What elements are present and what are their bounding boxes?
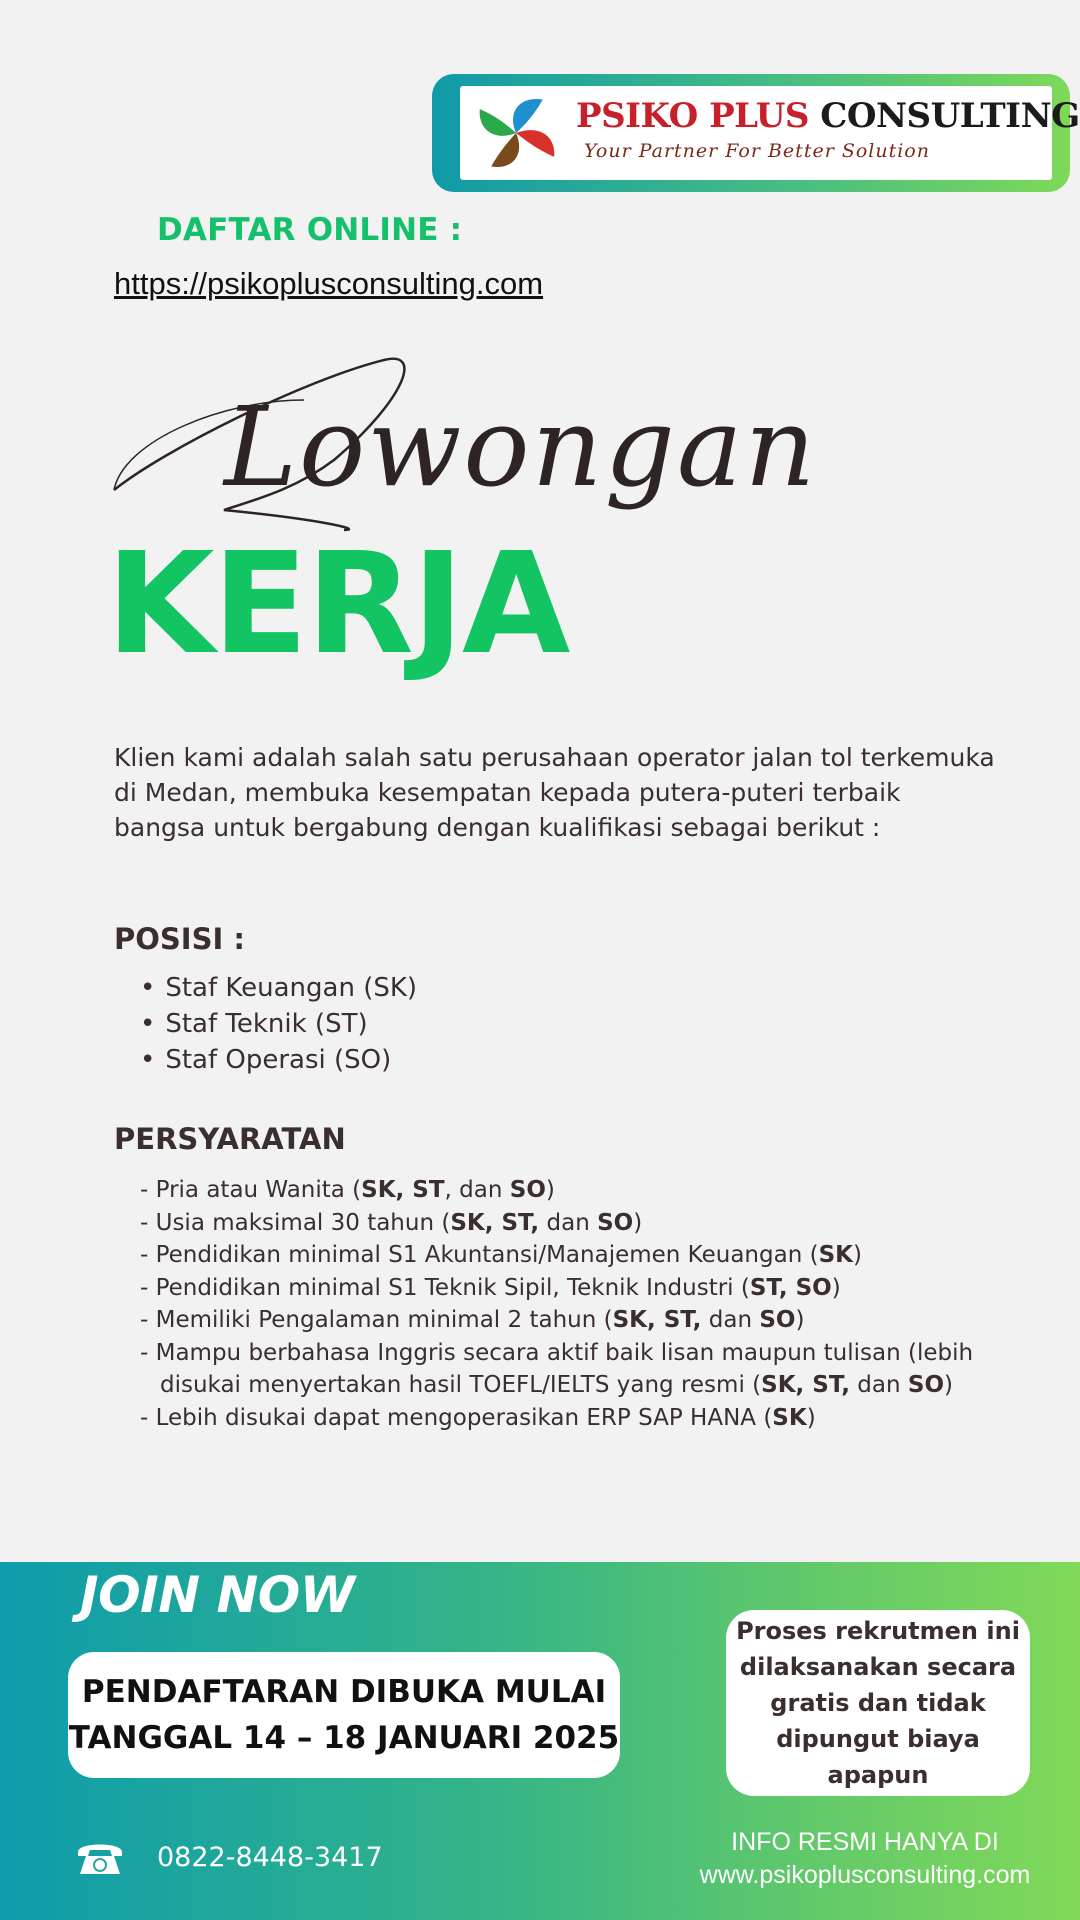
list-item: - Pria atau Wanita (SK, ST, dan SO) <box>140 1177 555 1203</box>
list-item: - Pendidikan minimal S1 Akuntansi/Manajemen Keuangan (SK) <box>140 1242 862 1268</box>
positions-heading: POSISI : <box>114 922 245 956</box>
registration-dates-line: PENDAFTARAN DIBUKA MULAI <box>81 1674 607 1710</box>
list-item: • Staf Operasi (SO) <box>140 1042 417 1078</box>
list-item: - Usia maksimal 30 tahun (SK, ST, dan SO) <box>140 1209 643 1236</box>
intro-line: Klien kami adalah salah satu perusahaan operator jalan tol terkemuka <box>114 743 995 772</box>
official-info <box>682 1826 1048 1892</box>
list-item: - Memiliki Pengalaman minimal 2 tahun (SK, ST, dan SO) <box>140 1307 805 1333</box>
requirements-heading: PERSYARATAN <box>114 1122 346 1156</box>
list-item: • Staf Teknik (ST) <box>140 1006 417 1042</box>
phone-number[interactable]: 0822-8448-3417 <box>157 1842 383 1873</box>
positions-list <box>140 970 417 1078</box>
register-link[interactable]: https://psikoplusconsulting.com <box>114 266 544 301</box>
registration-dates-box <box>68 1652 620 1778</box>
headline-script-word <box>104 340 818 540</box>
telephone-icon <box>74 1838 126 1878</box>
join-now-title: JOIN NOW <box>80 1566 355 1624</box>
intro-paragraph <box>114 740 1014 845</box>
logo-tagline: Your Partner For Better Solution <box>584 140 930 162</box>
requirements-list <box>140 1174 1060 1434</box>
list-item: - Pendidikan minimal S1 Teknik Sipil, Teknik Industri (ST, SO) <box>140 1274 841 1301</box>
headline-big-word: KERJA <box>106 523 569 686</box>
intro-line: di Medan, membuka kesempatan kepada putera-puteri terbaik <box>114 778 901 807</box>
list-item: - Lebih disukai dapat mengoperasikan ERP SAP HANA (SK) <box>140 1404 816 1431</box>
headline-script-text: Lowongan <box>224 383 818 511</box>
logo-name: PSIKO PLUS CONSULTING <box>576 96 1080 136</box>
free-recruitment-notice: Proses rekrutmen ini dilaksanakan secara gratis dan tidak dipungut biaya apapun <box>726 1610 1030 1796</box>
official-info-label: INFO RESMI HANYA DI <box>731 1828 999 1856</box>
register-label: DAFTAR ONLINE : <box>157 212 463 248</box>
list-item: • Staf Keuangan (SK) <box>140 970 417 1006</box>
intro-line: bangsa untuk bergabung dengan kualifikasi sebagai berikut : <box>114 813 881 842</box>
pinwheel-logo-icon <box>468 92 564 174</box>
logo-panel <box>460 86 1080 180</box>
official-info-url[interactable]: www.psikoplusconsulting.com <box>699 1861 1031 1889</box>
company-logo <box>432 74 1080 192</box>
registration-dates-line: TANGGAL 14 – 18 JANUARI 2025 <box>68 1720 620 1756</box>
list-item: - Mampu berbahasa Inggris secara aktif baik lisan maupun tulisan (lebih disukai menyertakan hasil TOEFL/IELTS yang resmi (SK, ST, dan SO) <box>140 1339 974 1398</box>
